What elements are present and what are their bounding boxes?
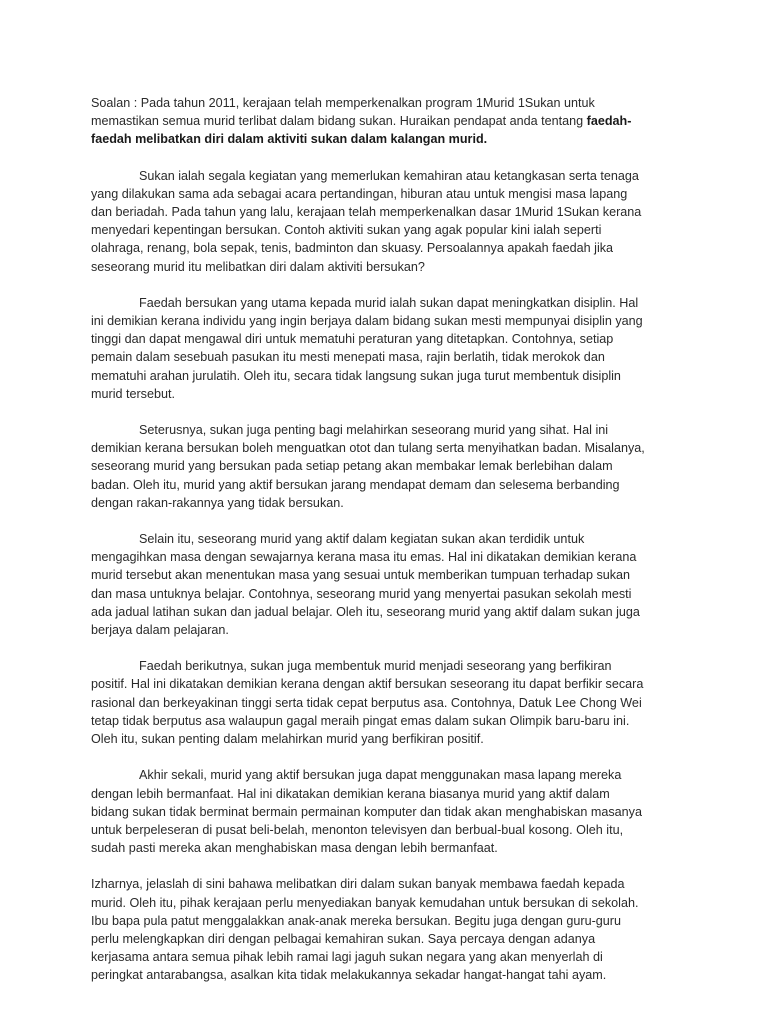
paragraph-health: Seterusnya, sukan juga penting bagi melahirkan seseorang murid yang sihat. Hal ini demikian kerana bersukan boleh menguatkan otot dan tulang serta menyihatkan badan. Misalanya, seseorang murid yang bersukan pada setiap petang akan membakar lemak berlebihan dalam badan. Oleh itu, murid yang aktif bersukan jarang mendapat demam dan selesema berbanding dengan rakan-rakannya yang tidak bersukan. <box>91 423 645 510</box>
paragraph-time-management: Selain itu, seseorang murid yang aktif dalam kegiatan sukan akan terdidik untuk mengagihkan masa dengan sewajarnya kerana masa itu emas. Hal ini dikatakan demikian kerana murid tersebut akan menentukan masa yang sesuai untuk memberikan tumpuan terhadap sukan dan masa untuknya belajar. Contohnya, seseorang murid yang menyertai pasukan sekolah mesti ada jadual latihan sukan dan jadual belajar. Oleh itu, seseorang murid yang aktif dalam sukan juga berjaya dalam pelajaran. <box>91 532 640 638</box>
paragraph-introduction: Sukan ialah segala kegiatan yang memerlukan kemahiran atau ketangkasan serta tenaga yang dilakukan sama ada sebagai acara pertandingan, hiburan atau untuk mengisi masa lapang dan beriadah. Pada tahun yang lalu, kerajaan telah memperkenalkan dasar 1Murid 1Sukan kerana menyedari kepentingan bersukan. Contoh aktiviti sukan yang agak popular kini ialah seperti olahraga, renang, bola sepak, tenis, badminton dan skuasy. Persoalannya apakah faedah jika seseorang murid itu melibatkan diri dalam aktiviti bersukan? <box>91 168 642 274</box>
essay-body <box>91 94 651 1003</box>
paragraph-leisure: Akhir sekali, murid yang aktif bersukan juga dapat menggunakan masa lapang mereka dengan lebih bermanfaat. Hal ini dikatakan demikian kerana biasanya murid yang aktif dalam bidang sukan tidak berminat bermain permainan komputer dan tidak akan menghabiskan masanya untuk berpeleseran di pusat beli-belah, menonton televisyen dan berbual-bual kosong. Oleh itu, sudah pasti mereka akan menghabiskan masa dengan lebih bermanfaat. <box>91 768 642 856</box>
paragraph-positive-thinking: Faedah berikutnya, sukan juga membentuk murid menjadi seseorang yang berfikiran positif. Hal ini dikatakan demikian kerana dengan aktif bersukan seseorang itu dapat berfikir secara rasional dan berkeyakinan tinggi serta tidak cepat berputus asa. Contohnya, Datuk Lee Chong Wei tetap tidak berputus asa walaupun gagal meraih pingat emas dalam sukan Olimpik baru-baru ini. Oleh itu, sukan penting dalam melahirkan murid yang berfikiran positif. <box>91 659 644 747</box>
question-text: Soalan : Pada tahun 2011, kerajaan telah memperkenalkan program 1Murid 1Sukan untuk memastikan semua murid terlibat dalam bidang sukan. Huraikan pendapat anda tentang <box>91 96 595 129</box>
question-emphasis: faedah-faedah melibatkan diri dalam aktiviti sukan dalam kalangan murid. <box>91 114 632 147</box>
essay-question <box>91 94 651 149</box>
paragraph-discipline: Faedah bersukan yang utama kepada murid ialah sukan dapat meningkatkan disiplin. Hal ini demikian kerana individu yang ingin berjaya dalam bidang sukan mesti mempunyai disiplin yang tinggi dan dapat mengawal diri untuk mematuhi peraturan yang ditetapkan. Contohnya, setiap pemain dalam sesebuah pasukan itu mesti menepati masa, rajin berlatih, tidak merokok dan mematuhi arahan jurulatih. Oleh itu, secara tidak langsung sukan juga turut membentuk disiplin murid tersebut. <box>91 295 643 401</box>
paragraph-conclusion: Izharnya, jelaslah di sini bahawa melibatkan diri dalam sukan banyak membawa faedah kepada murid. Oleh itu, pihak kerajaan perlu menyediakan banyak kemudahan untuk bersukan di sekolah. Ibu bapa pula patut menggalakkan anak-anak mereka bersukan. Begitu juga dengan guru-guru perlu melengkapkan diri dengan pelbagai kemahiran sukan. Saya percaya dengan adanya kerjasama antara semua pihak lebih ramai lagi jaguh sukan negara yang akan menyerlah di peringkat antarabangsa, asalkan kita tidak melakukannya sekadar hangat-hangat tahi ayam. <box>91 877 639 983</box>
